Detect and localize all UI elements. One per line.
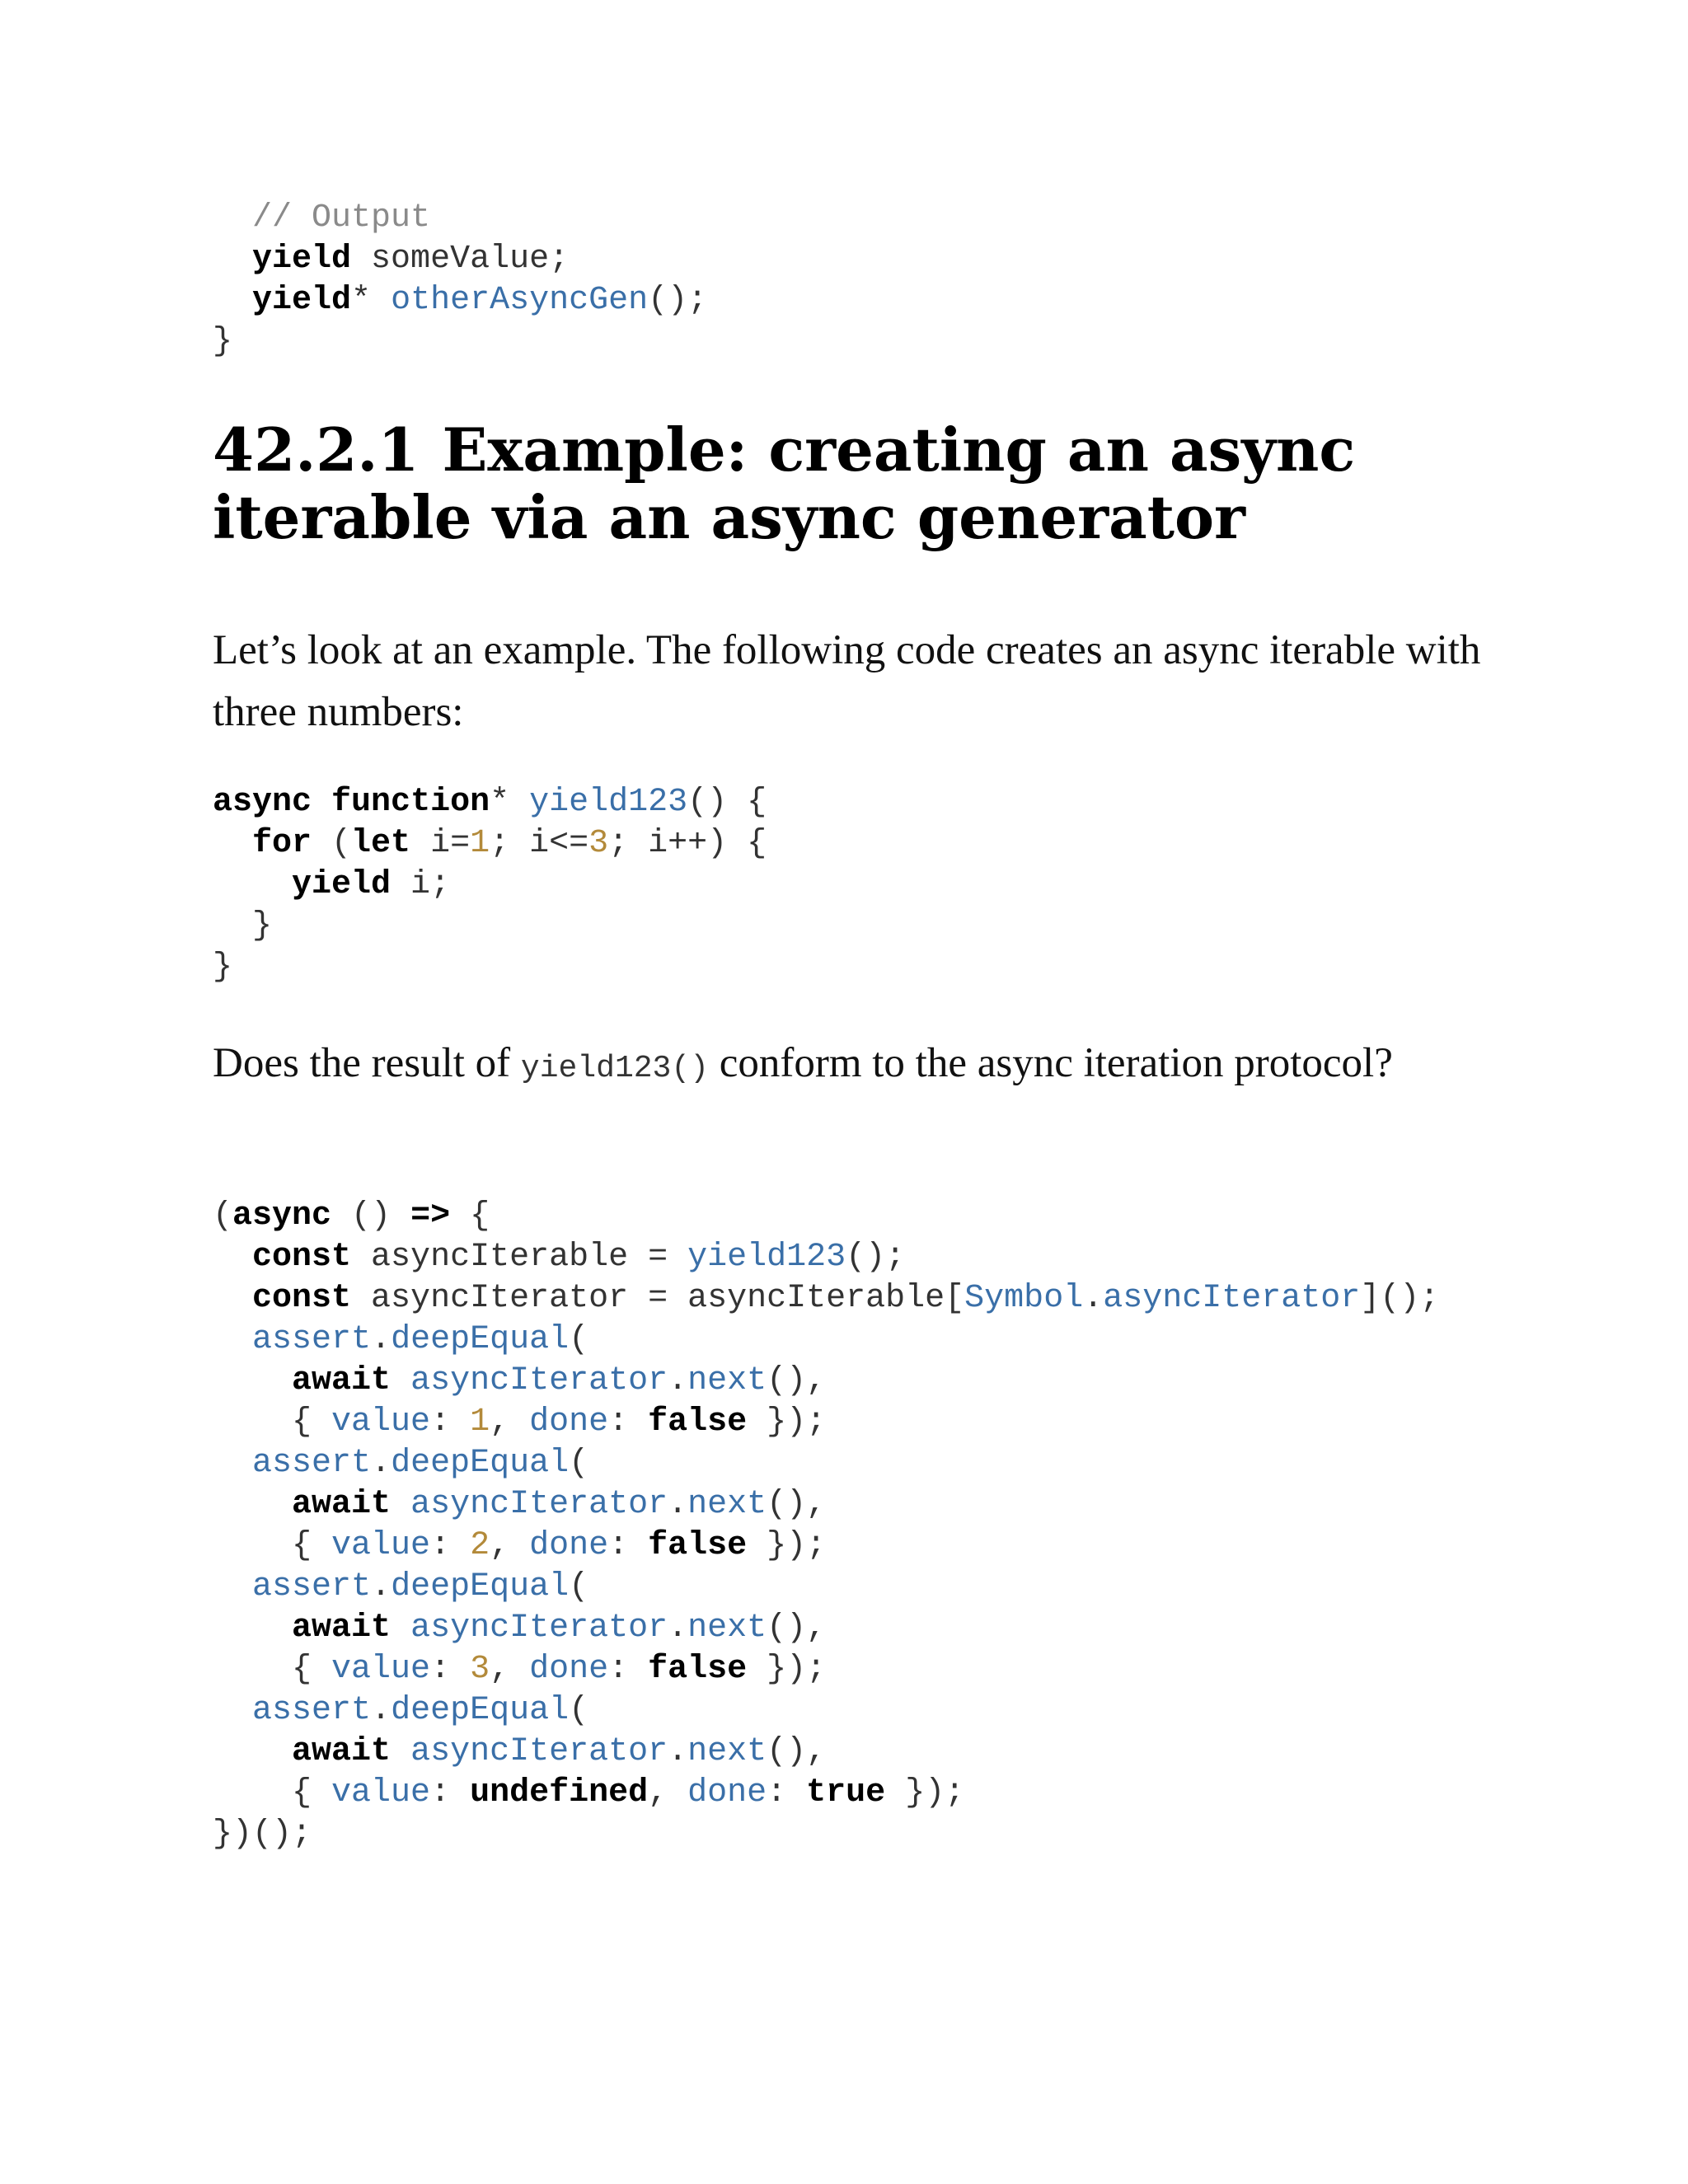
code-token [213, 1362, 292, 1399]
code-token: await [292, 1610, 392, 1647]
code-token: (), [767, 1362, 827, 1399]
code-token: deepEqual [391, 1692, 570, 1729]
code-token: asyncIterator [410, 1362, 668, 1399]
section-number: 42.2.1 [213, 415, 420, 485]
code-token: : [430, 1527, 471, 1564]
code-token: (), [767, 1486, 827, 1523]
code-line [213, 1278, 1439, 1319]
code-token: { [213, 1651, 332, 1688]
code-token: yield [252, 241, 352, 278]
code-token [213, 1239, 252, 1276]
code-token: . [668, 1610, 688, 1647]
code-token: value [331, 1774, 431, 1811]
code-token: i= [410, 825, 471, 862]
code-token: asyncIterator [410, 1733, 668, 1770]
code-token: * [490, 784, 530, 821]
code-token [213, 1321, 252, 1358]
code-line [213, 321, 707, 363]
code-token: let [351, 825, 411, 862]
code-token: async [213, 784, 312, 821]
code-token: ( [569, 1445, 589, 1482]
code-token: const [252, 1280, 352, 1317]
code-line [213, 865, 767, 906]
code-token: : [430, 1774, 471, 1811]
code-token: false [648, 1651, 748, 1688]
code-token: someValue; [351, 241, 570, 278]
code-line [213, 1690, 1439, 1732]
code-token: asyncIterator = asyncIterable[ [351, 1280, 965, 1317]
section-title: Example: creating an async iterable via an async generator [213, 415, 1356, 552]
question-text-after: conform to the async iteration protocol? [708, 1040, 1393, 1086]
code-token [312, 784, 331, 821]
code-token: 3 [470, 1651, 490, 1688]
code-token: ( [312, 825, 352, 862]
code-token: } [213, 949, 233, 986]
code-token: 1 [470, 825, 490, 862]
code-token: deepEqual [391, 1445, 570, 1482]
code-token: () [331, 1197, 411, 1235]
code-token: asyncIterator [1103, 1280, 1361, 1317]
code-token [213, 1692, 252, 1729]
code-token: await [292, 1486, 392, 1523]
code-token: { [213, 1527, 332, 1564]
code-token: (), [767, 1610, 827, 1647]
code-token [213, 866, 292, 903]
code-token [213, 1610, 292, 1647]
code-token [213, 199, 252, 237]
code-token: done [529, 1527, 609, 1564]
code-token: deepEqual [391, 1568, 570, 1605]
code-token: . [371, 1321, 392, 1358]
code-token: function [331, 784, 490, 821]
code-token: assert [252, 1321, 372, 1358]
code-token: . [668, 1486, 688, 1523]
code-token: value [331, 1651, 431, 1688]
code-token: ( [569, 1321, 589, 1358]
code-token: // Output [252, 199, 431, 237]
code-token: }); [747, 1651, 827, 1688]
code-token [213, 1280, 252, 1317]
code-token [213, 241, 252, 278]
code-line [213, 198, 707, 239]
code-line [213, 1361, 1439, 1402]
code-line [213, 823, 767, 865]
code-token: : [430, 1651, 471, 1688]
code-token: for [252, 825, 312, 862]
code-token: . [1083, 1280, 1104, 1317]
code-token [213, 825, 252, 862]
code-token: . [668, 1733, 688, 1770]
code-line [213, 239, 707, 280]
code-token: : [767, 1774, 807, 1811]
code-token: next [687, 1733, 767, 1770]
code-line [213, 1402, 1439, 1443]
code-token [213, 1568, 252, 1605]
code-line [213, 1237, 1439, 1278]
code-token: * [351, 282, 392, 319]
code-line [213, 280, 707, 321]
code-line [213, 1773, 1439, 1814]
code-token: yield123 [687, 1239, 846, 1276]
code-token [391, 1486, 410, 1523]
code-line [213, 782, 767, 823]
code-line [213, 1443, 1439, 1484]
code-token: value [331, 1527, 431, 1564]
code-token: : [608, 1404, 649, 1441]
code-token [213, 1486, 292, 1523]
code-token [391, 1362, 410, 1399]
code-line [213, 1484, 1439, 1526]
code-token: ](); [1360, 1280, 1440, 1317]
code-token: done [529, 1404, 609, 1441]
code-token: true [806, 1774, 886, 1811]
code-token: }); [747, 1404, 827, 1441]
code-token: yield [252, 282, 352, 319]
code-line [213, 1196, 1439, 1237]
code-token: { [450, 1197, 490, 1235]
code-token: next [687, 1362, 767, 1399]
code-token [391, 1610, 410, 1647]
code-token: await [292, 1733, 392, 1770]
code-token: async [232, 1197, 332, 1235]
code-token: { [213, 1774, 332, 1811]
code-token: ( [213, 1197, 233, 1235]
code-token: () { [687, 784, 767, 821]
code-token: ( [569, 1568, 589, 1605]
question-paragraph [213, 1033, 1498, 1099]
code-token: undefined [470, 1774, 649, 1811]
code-line [213, 1649, 1439, 1690]
code-token: } [213, 323, 233, 360]
code-token: yield [292, 866, 392, 903]
code-token: . [371, 1692, 392, 1729]
code-token: 2 [470, 1527, 490, 1564]
code-token: . [371, 1445, 392, 1482]
code-token: next [687, 1486, 767, 1523]
code-token: : [608, 1651, 649, 1688]
code-token: => [410, 1197, 451, 1235]
code-token: . [668, 1362, 688, 1399]
code-line [213, 1526, 1439, 1567]
code-token: (); [648, 282, 708, 319]
code-token: deepEqual [391, 1321, 570, 1358]
code-token: ( [569, 1692, 589, 1729]
code-token: ; i<= [490, 825, 589, 862]
code-token: }); [747, 1527, 827, 1564]
code-token [213, 1733, 292, 1770]
code-token: , [490, 1527, 530, 1564]
code-token: }); [885, 1774, 965, 1811]
code-token: 1 [470, 1404, 490, 1441]
section-heading [213, 416, 1531, 551]
question-text-before: Does the result of [213, 1040, 521, 1086]
code-token: otherAsyncGen [391, 282, 649, 319]
code-token: 3 [588, 825, 609, 862]
code-line [213, 947, 767, 988]
code-token: })(); [213, 1816, 312, 1853]
code-token: false [648, 1527, 748, 1564]
code-token: assert [252, 1568, 372, 1605]
code-block-yield123 [213, 782, 767, 988]
code-token: } [213, 907, 273, 944]
code-token: , [490, 1651, 530, 1688]
code-block-async-check [213, 1196, 1439, 1855]
code-token: value [331, 1404, 431, 1441]
code-line [213, 1567, 1439, 1608]
code-line [213, 1732, 1439, 1773]
code-token: const [252, 1239, 352, 1276]
code-line [213, 1608, 1439, 1649]
code-token: . [371, 1568, 392, 1605]
code-token [213, 282, 252, 319]
code-token: i; [391, 866, 451, 903]
code-line [213, 1319, 1439, 1361]
code-block-generator-tail [213, 198, 707, 363]
code-token: ; i++) { [608, 825, 767, 862]
code-token: : [608, 1527, 649, 1564]
code-line [213, 1814, 1439, 1855]
code-token: , [648, 1774, 688, 1811]
code-line [213, 906, 767, 947]
code-token [213, 1445, 252, 1482]
code-token: , [490, 1404, 530, 1441]
inline-code: yield123() [520, 1051, 709, 1086]
code-token: await [292, 1362, 392, 1399]
code-token: Symbol [964, 1280, 1084, 1317]
code-token: : [430, 1404, 471, 1441]
code-token: assert [252, 1692, 372, 1729]
code-token: done [687, 1774, 767, 1811]
intro-paragraph: Let’s look at an example. The following code creates an async iterable with three numbers: [213, 627, 1481, 735]
code-token: assert [252, 1445, 372, 1482]
code-token: (); [846, 1239, 906, 1276]
code-token: { [213, 1404, 332, 1441]
code-token: yield123 [529, 784, 688, 821]
code-token: asyncIterator [410, 1486, 668, 1523]
code-token: next [687, 1610, 767, 1647]
code-token: false [648, 1404, 748, 1441]
code-token: (), [767, 1733, 827, 1770]
code-token: asyncIterable = [351, 1239, 688, 1276]
code-token [391, 1733, 410, 1770]
code-token: asyncIterator [410, 1610, 668, 1647]
code-token: done [529, 1651, 609, 1688]
